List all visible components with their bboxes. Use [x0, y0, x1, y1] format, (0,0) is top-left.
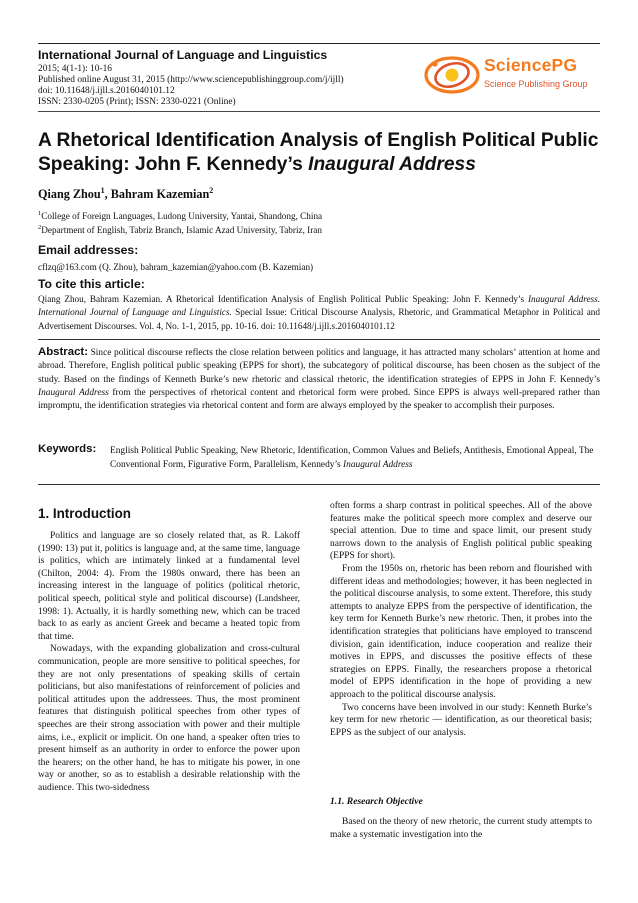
paragraph: From the 1950s on, rhetoric has been reborn and flourished with different ideas and methodologies; however, it has been neglected in the political discourse analysis, to some extent. Therefore, this study attempts to analyze EPPS from the perspective of identification, the key term for Kenneth Burke’s new rhetoric. Then, it probes into the identification strategies that politicians have employed to transcend division, gain identification, induce cooperation and realize their motives in EPPS, and discusses the positive effects of these strategies on EPPS. Finally, the researchers propose a rhetorical model of EPPS identification in the hope of providing a new approach to the political discourse analysis. [330, 563, 592, 700]
header-top-rule [38, 43, 600, 44]
article-title [38, 129, 608, 176]
affiliation-mark: 2 [38, 224, 42, 231]
affiliation-mark: 1 [38, 210, 42, 217]
keywords-italic: Inaugural Address [343, 460, 413, 470]
paragraph: Nowadays, with the expanding globalization and cross-cultural communication, people are more sensitive to political speeches, for they are not only presentations of speaking skills of certain politicians, but also manifestations of reinforcement of policies and political attitudes upon the addressees. Thus, the most prominent features that distinguish political speeches from other types of speeches are their strong association with power and their multiple aims, i.e., explicit or implicit. On one hand, a speaker often tries to present himself as an authority in order to enforce the power upon the hearers; on the other hand, he has to mitigate his power, in one way or another, so as to establish a desirable relationship with the audience. This two-sidedness [38, 644, 300, 793]
doi-line[interactable]: doi: 10.11648/j.ijll.s.2016040101.12 [38, 86, 175, 96]
abstract-top-rule [38, 339, 600, 340]
paragraph: Based on the theory of new rhetoric, the current study attempts to make a systematic investigation into the [330, 817, 592, 840]
author-affiliation-mark: 1 [100, 186, 105, 195]
subsection-heading-research-objective: 1.1. Research Objective [330, 796, 423, 807]
journal-name: International Journal of Language and Linguistics [38, 48, 328, 62]
author-list [38, 186, 213, 202]
citation-rest: Special Issue: Critical Discourse Analysis, Rhetoric, and Grammatical Metaphor in Political and Advertisement Discourses. Vol. 4, No. 1-1, 2015, pp. 10-16. doi: 10.11648/j.ijll.s.2016040101.12 [38, 307, 600, 331]
abstract-text-cont: from the perspectives of rhetorical content and rhetorical form were probed. Since EPPS is always well-prepared rather than impromptu, the identification strategies via rhetorical content and form are always employed by the speaker to accomplish their purposes. [38, 387, 600, 412]
affiliation-text: College of Foreign Languages, Ludong University, Yantai, Shandong, China [41, 211, 323, 222]
email-addresses[interactable]: cflzq@163.com (Q. Zhou), bahram_kazemian@yahoo.com (B. Kazemian) [38, 262, 314, 272]
paragraph: Two concerns have been involved in our study: Kenneth Burke’s key term for new rhetoric — identification, as our theoretical basis; EPPS as the subject of our analysis. [330, 702, 592, 738]
abstract-italic: Inaugural Address [38, 387, 109, 398]
email-heading: Email addresses: [38, 243, 139, 257]
citation-italic: Inaugural Address. International Journal of Language and Linguistics. [38, 294, 600, 318]
cite-heading: To cite this article: [38, 277, 145, 291]
issn-line: ISSN: 2330-0205 (Print); ISSN: 2330-0221 (Online) [38, 97, 236, 107]
abstract-bottom-rule [38, 484, 600, 485]
abstract-text: Since political discourse reflects the close relation between politics and language, it has attracted many scholars’ attention at home and abroad. Therefore, English political public speaking (EPPS for short), the subcategory of political discourse, has been chosen as the subject of the study. Based on the findings of Kenneth Burke’s new rhetoric and classical rhetoric, the identification strategies of EPPS in John F. Kennedy’s [38, 348, 600, 385]
section-heading-introduction: 1. Introduction [38, 506, 131, 521]
sciencepg-logo [424, 52, 600, 98]
logo-tagline: Science Publishing Group [484, 79, 588, 89]
author-name: Qiang Zhou [38, 187, 101, 202]
paragraph: often forms a sharp contrast in political speeches. All of the above features make the political speech more complex and deserve our special attention. Due to time and space limit, our present study narrows down to the analysis of English political public speaking (EPPS for short). [330, 501, 592, 562]
header-bottom-rule [38, 111, 600, 112]
abstract-label: Abstract: [38, 346, 89, 358]
title-italic: Inaugural Address [308, 153, 476, 175]
affiliation-1 [38, 210, 322, 221]
citation-text [38, 293, 600, 333]
author-separator: , [104, 187, 111, 202]
logo-name: SciencePG [484, 55, 578, 75]
affiliation-2 [38, 224, 322, 235]
volume-line: 2015; 4(1-1): 10-16 [38, 64, 112, 74]
right-column [330, 500, 592, 739]
keywords-label: Keywords: [38, 443, 97, 455]
abstract [38, 346, 600, 413]
author-name: Bahram Kazemian [110, 187, 210, 202]
paragraph: Politics and language are so closely related that, as R. Lakoff (1990: 13) put it, politics is language and, at the same time, language is politics, which are intimately linked at a fundamental level (Chilton, 2004: 4). From the 1980s onward, there has been an increasing interest in the language of politics (political rhetoric, political speech, political style and political discourse) (Landsheer, 1998: 1). Actually, it is hardly something new, which can be traced back to as early as ancient Greek and became a heated topic from that time. [38, 531, 300, 642]
affiliation-text: Department of English, Tabriz Branch, Islamic Azad University, Tabriz, Iran [41, 225, 322, 236]
keywords-text [110, 444, 600, 472]
published-line[interactable]: Published online August 31, 2015 (http://www.sciencepublishinggroup.com/j/ijll) [38, 75, 344, 85]
keywords-list: English Political Public Speaking, New Rhetoric, Identification, Common Values and Beliefs, Antithesis, Emotional Appeal, The Conventional Form, Figurative Form, Parallelism, Kennedy’s [110, 446, 594, 470]
citation-main: Qiang Zhou, Bahram Kazemian. A Rhetorical Identification Analysis of English Political Public Speaking: John F. Kennedy’s [38, 294, 528, 304]
left-column [38, 530, 300, 794]
right-column-continued [330, 816, 592, 841]
title-text: A Rhetorical Identification Analysis of English Political Public Speaking: John F. Kennedy’s [38, 130, 599, 175]
author-affiliation-mark: 2 [209, 186, 214, 195]
logo-globe-icon [424, 52, 482, 98]
